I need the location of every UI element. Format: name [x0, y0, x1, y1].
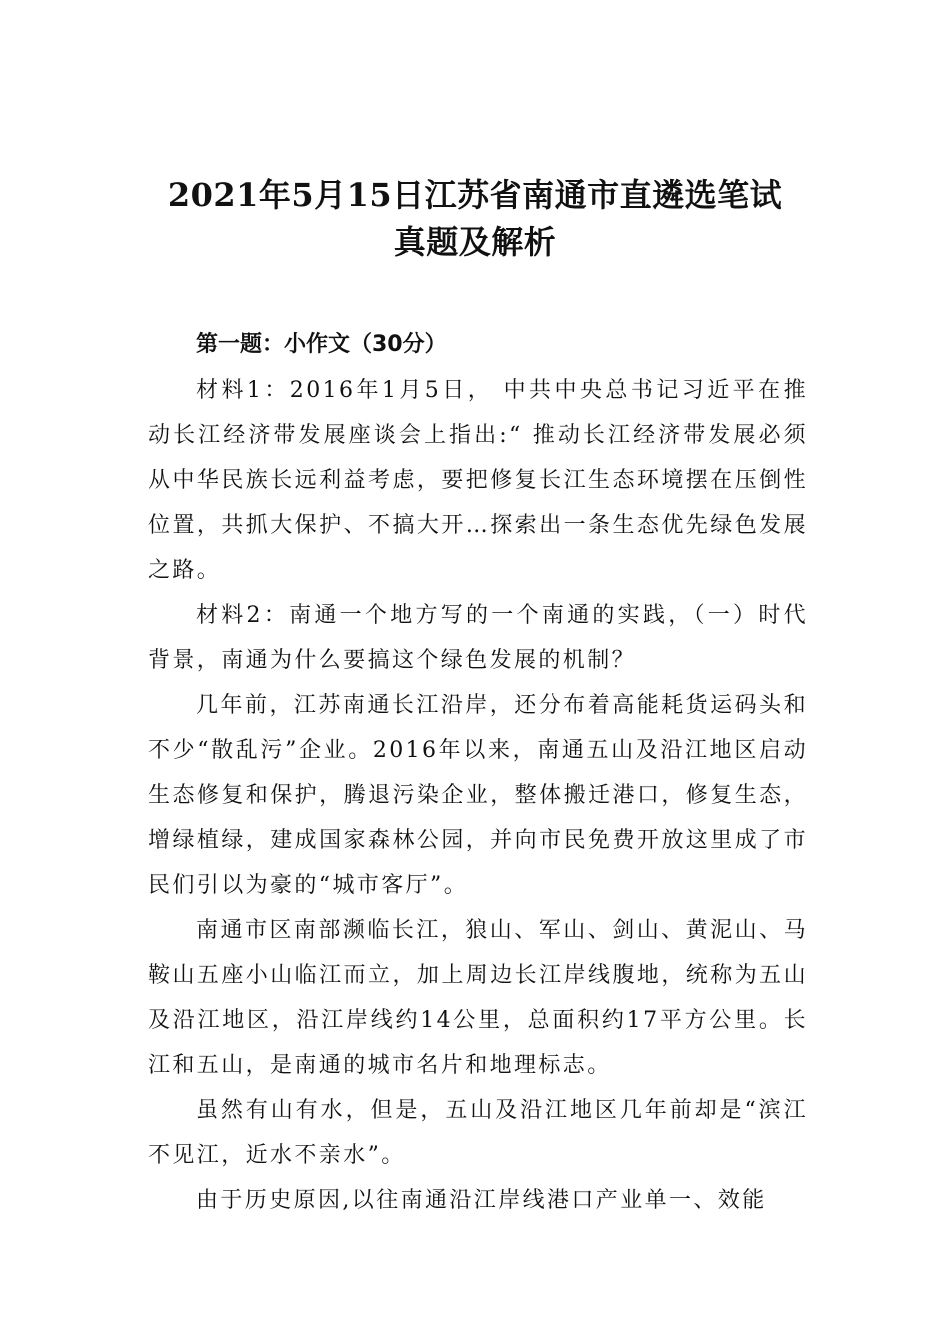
- paragraph-river-view: 虽然有山有水，但是，五山及沿江地区几年前却是“滨江不见江，近水不亲水”。: [148, 1098, 808, 1168]
- paragraph-material-1: 材料1：2016年1月5日， 中共中央总书记习近平在推动长江经济带发展座谈会上指出:“ 推动长江经济带发展必须从中华民族长远利益考虑，要把修复长江生态环境摆在压倒性位置，共抓大保护、不搞大开…探索出一条生态优先绿色发展之路。: [148, 378, 808, 583]
- document-body: [148, 322, 808, 1223]
- document-title: [140, 172, 810, 266]
- title-line-2: 真题及解析: [393, 223, 557, 261]
- paragraph-geography: 南通市区南部濒临长江，狼山、军山、剑山、黄泥山、马鞍山五座小山临江而立，加上周边长江岸线腹地，统称为五山及沿江地区，沿江岸线约14公里，总面积约17平方公里。长江和五山，是南通的城市名片和地理标志。: [148, 918, 808, 1078]
- title-line-1: 2021年5月15日江苏省南通市直遴选笔试: [167, 176, 783, 214]
- paragraph-history: 由于历史原因,以往南通沿江岸线港口产业单一、效能: [196, 1188, 767, 1213]
- paragraph-material-2: 材料2：南通一个地方写的一个南通的实践，（一）时代背景，南通为什么要搞这个绿色发展的机制？: [148, 603, 808, 673]
- paragraph-background: 几年前，江苏南通长江沿岸，还分布着高能耗货运码头和不少“散乱污”企业。2016年以来，南通五山及沿江地区启动生态修复和保护，腾退污染企业，整体搬迁港口，修复生态，增绿植绿，建成国家森林公园，并向市民免费开放这里成了市民们引以为豪的“城市客厅”。: [148, 693, 808, 898]
- section-heading: 第一题：小作文（30分）: [196, 332, 447, 357]
